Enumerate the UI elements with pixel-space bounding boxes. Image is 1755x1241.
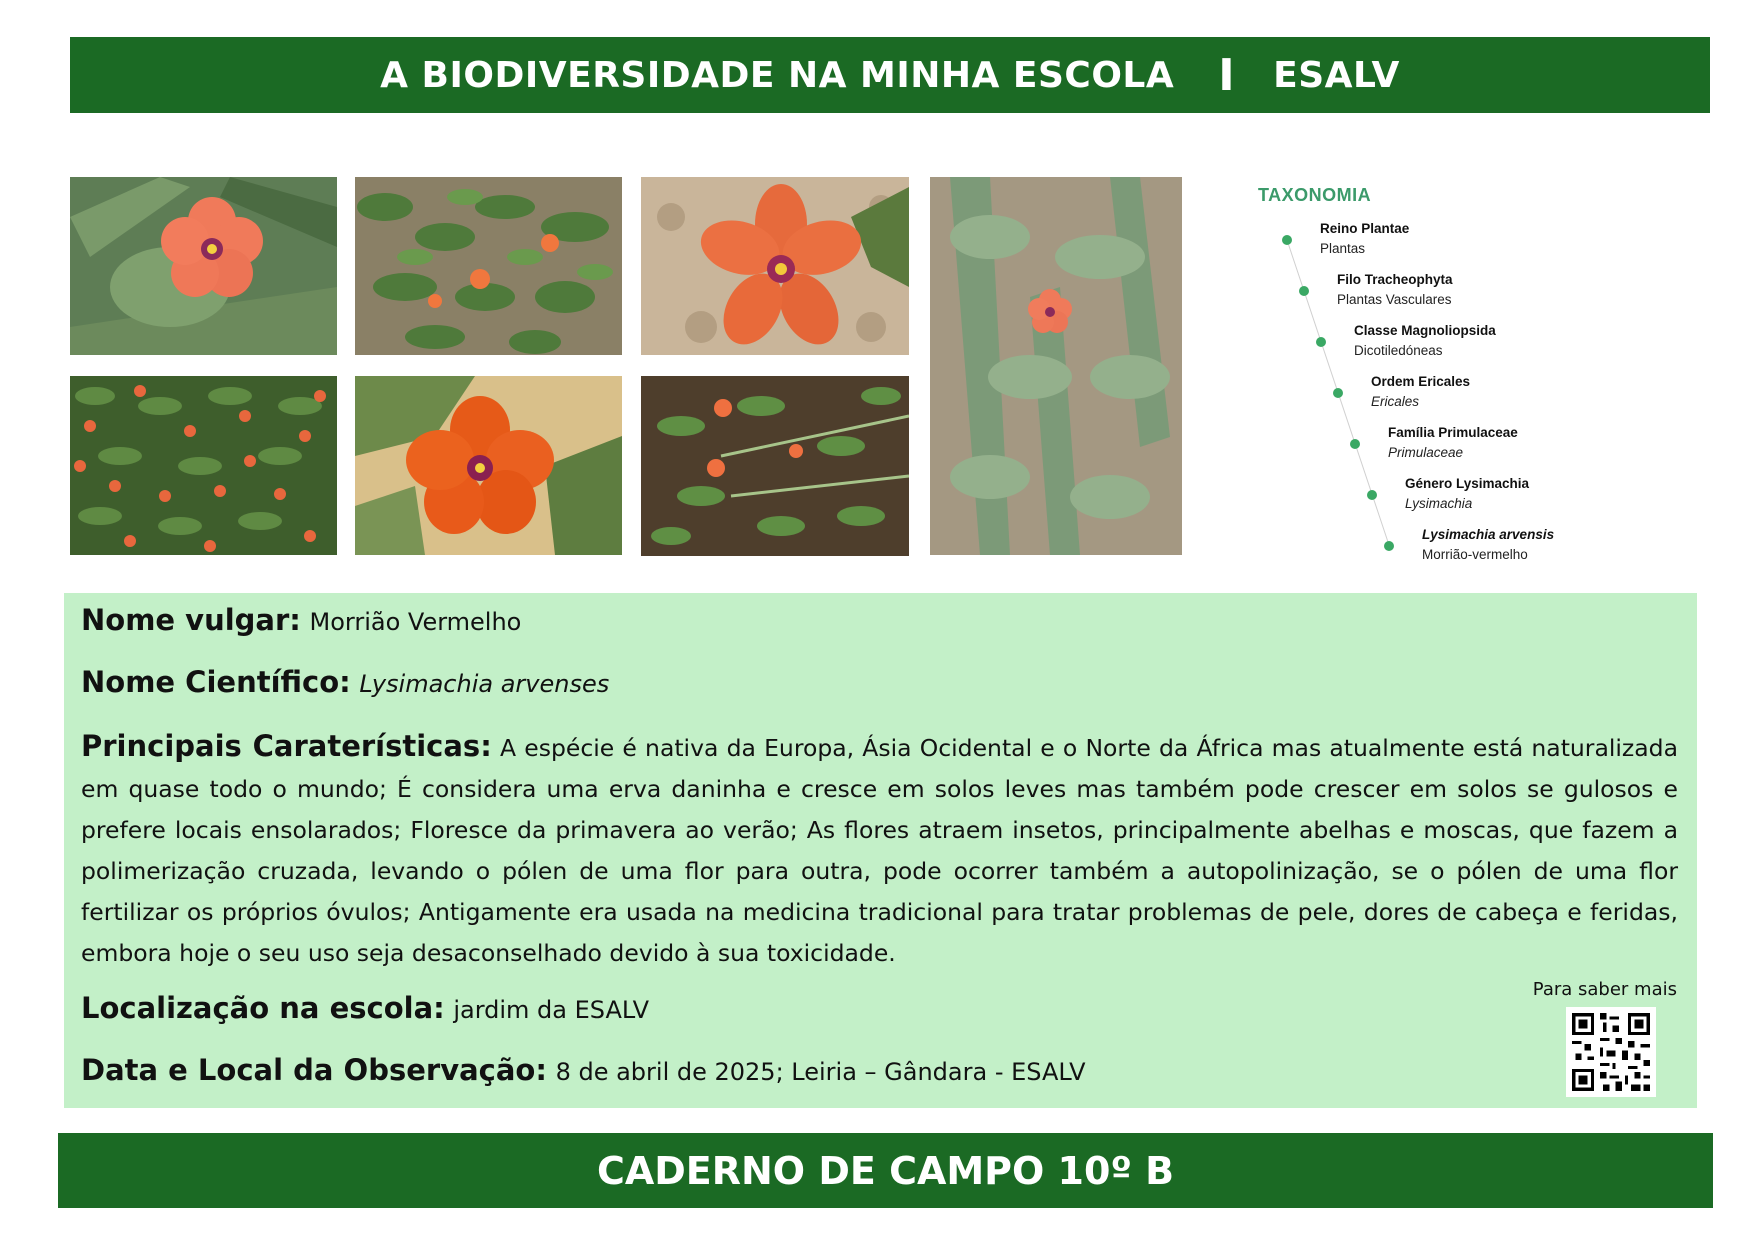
taxonomy-classe-common: Dicotiledóneas <box>1354 343 1443 358</box>
taxonomy-dot-genero <box>1367 490 1377 500</box>
taxonomy-filo <box>1337 270 1453 310</box>
taxonomy-filo-common: Plantas Vasculares <box>1337 292 1452 307</box>
footer-title: CADERNO DE CAMPO 10º B <box>596 1148 1175 1193</box>
data-local-label: Data e Local da Observação: <box>81 1053 547 1087</box>
qr-caption: Para saber mais <box>1532 979 1677 1000</box>
taxonomy-filo-name: Filo Tracheophyta <box>1337 272 1453 287</box>
taxonomy-familia-common: Primulaceae <box>1388 445 1464 460</box>
taxonomy-classe-name: Classe Magnoliopsida <box>1354 323 1496 338</box>
taxonomy-title: TAXONOMIA <box>1258 185 1372 205</box>
footer-banner <box>58 1133 1713 1208</box>
taxonomy-dot-especie <box>1384 541 1394 551</box>
header-title: A BIODIVERSIDADE NA MINHA ESCOLA <box>380 54 1175 96</box>
taxonomy-ordem <box>1371 372 1470 412</box>
taxonomy-especie-common: Morrião-vermelho <box>1422 547 1528 562</box>
taxonomy-genero-name: Género Lysimachia <box>1405 476 1530 491</box>
taxonomy-reino-name: Reino Plantae <box>1320 221 1410 236</box>
header-school: ESALV <box>1273 54 1400 96</box>
photo-flower-closeup-1 <box>70 177 337 355</box>
photo-plant-habit <box>930 177 1182 555</box>
taxonomy-familia <box>1388 423 1518 463</box>
localizacao-line <box>81 991 649 1025</box>
taxonomy-reino-common: Plantas <box>1320 241 1366 256</box>
caracteristicas-text: A espécie é nativa da Europa, Ásia Ocidental e o Norte da África mas atualmente está naturalizada em quase todo o mundo; É considera uma erva daninha e cresce em solos leves mas também pode crescer em solos se gulosos e prefere locais ensolarados; Floresce da primavera ao verão; As flores atraem insetos, principalmente abelhas e moscas, que fazem a polimerização cruzada, levando o pólen de uma flor para outra, pode ocorrer também a autopolinização, se o pólen de uma flor fertilizar os próprios óvulos; Antigamente era usada na medicina tradicional para tratar problemas de pele, dores de cabeça e feridas, embora hoje o seu uso seja desaconselhado devido à sua toxicidade. <box>81 734 1678 967</box>
taxonomy-dot-classe <box>1316 337 1326 347</box>
caracteristicas-label: Principais Caraterísticas: <box>81 729 492 763</box>
caracteristicas-paragraph <box>81 726 1678 974</box>
taxonomy-especie-name: Lysimachia arvensis <box>1422 527 1555 542</box>
taxonomy-familia-name: Família Primulaceae <box>1388 425 1518 440</box>
taxonomy-ordem-name: Ordem Ericales <box>1371 374 1471 389</box>
header-separator: I <box>1218 49 1236 101</box>
taxonomy-dot-ordem <box>1333 388 1343 398</box>
photo-plant-patch-1 <box>355 177 622 355</box>
nome-cientifico-value: Lysimachia arvenses <box>359 670 610 698</box>
taxonomy-dot-filo <box>1299 286 1309 296</box>
data-local-value: 8 de abril de 2025; Leiria – Gândara - ESALV <box>555 1058 1086 1086</box>
qr-code[interactable] <box>1566 1007 1656 1097</box>
taxonomy-genero-common: Lysimachia <box>1405 496 1473 511</box>
taxonomy-ordem-common: Ericales <box>1371 394 1420 409</box>
nome-cientifico-label: Nome Científico: <box>81 665 351 699</box>
photo-flower-carpet <box>70 376 337 555</box>
taxonomy-especie <box>1422 525 1554 565</box>
taxonomy-dot-familia <box>1350 439 1360 449</box>
nome-vulgar-value: Morrião Vermelho <box>309 608 522 636</box>
header-banner <box>70 37 1710 113</box>
localizacao-label: Localização na escola: <box>81 991 445 1025</box>
localizacao-value: jardim da ESALV <box>453 996 650 1024</box>
taxonomy-dot-reino <box>1282 235 1292 245</box>
photo-flower-closeup-3 <box>355 376 622 555</box>
species-info-box <box>64 593 1697 1108</box>
taxonomy-reino <box>1320 219 1409 259</box>
qr-code-icon <box>1566 1007 1656 1097</box>
nome-vulgar-label: Nome vulgar: <box>81 603 301 637</box>
taxonomy-classe <box>1354 321 1496 361</box>
data-local-line <box>81 1053 1086 1087</box>
photo-plant-patch-2 <box>641 376 909 556</box>
nome-cientifico-line <box>81 665 609 699</box>
taxonomy-genero <box>1405 474 1529 514</box>
nome-vulgar-line <box>81 603 521 637</box>
photo-flower-closeup-2 <box>641 177 909 355</box>
taxonomy-panel <box>1255 183 1555 573</box>
